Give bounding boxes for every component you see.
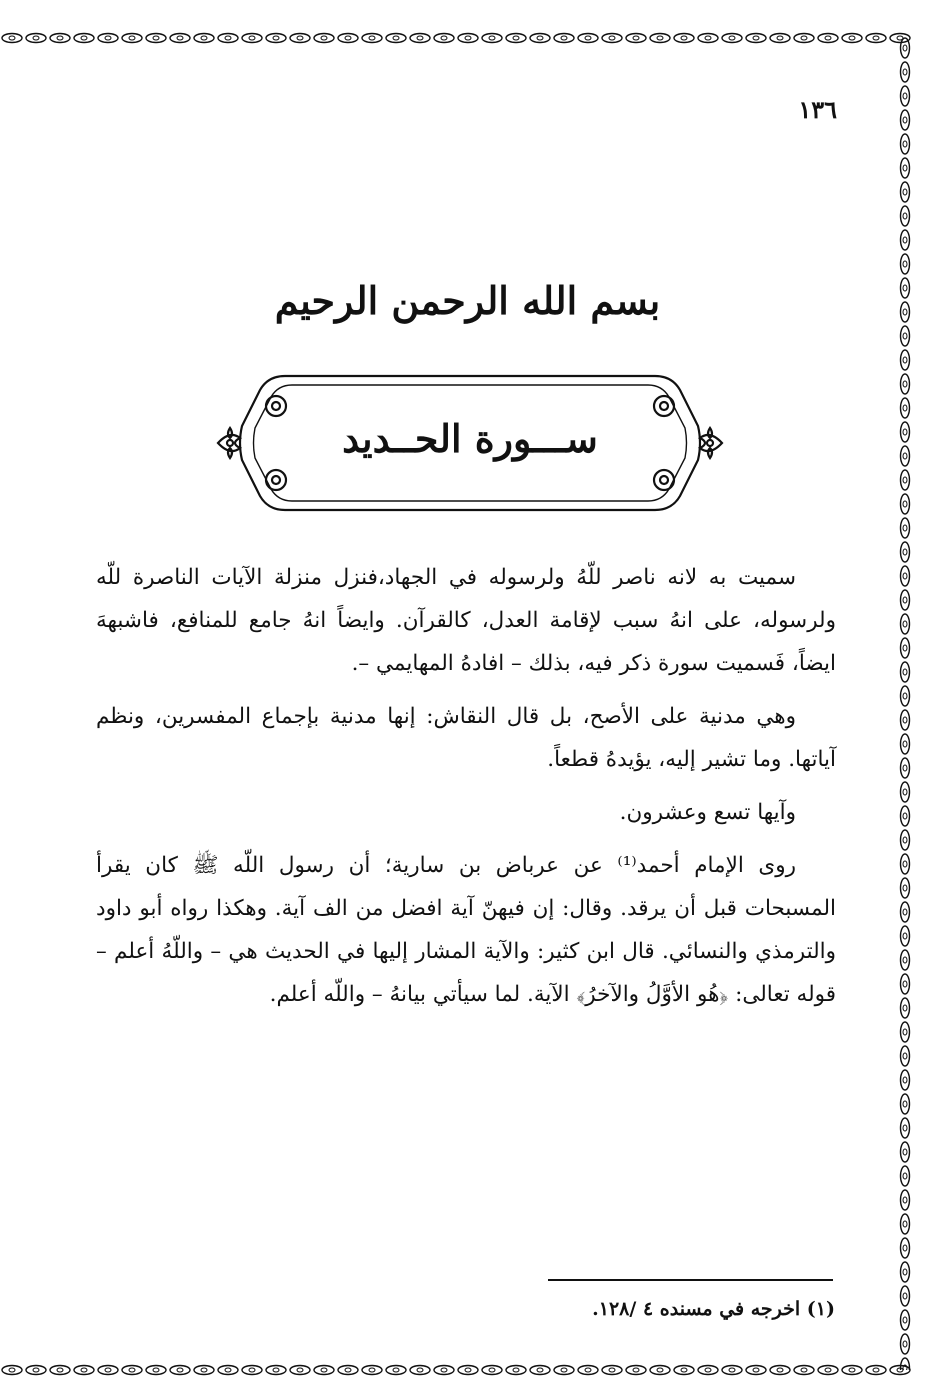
bottom-border-ornament	[0, 1362, 912, 1376]
paragraph-revelation: وهي مدنية على الأصح، بل قال النقاش: إنها مدنية بإجماع المفسرين، ونظم آياتها. وما تشير إليه، يؤيدهُ قطعاً.	[96, 704, 836, 772]
basmala-heading: بسم الله الرحمن الرحيم	[274, 278, 661, 323]
paragraph-hadith: روى الإمام أحمد⁽¹⁾ عن عرباض بن سارية؛ أن رسول اللّه ﷺ كان يقرأ المسبحات قبل أن يرقد. وقال: إن فيهنّ آية افضل من الف آية. وهكذا رواه أبو داود والترمذي والنسائي. قال ابن كثير: والآية المشار إليها في الحديث هي – واللّهُ أعلم – قوله تعالى: ﴿هُو الأوَّلُ والآخرُ﴾ الآية. لما سيأتي بيانهُ – واللّه أعلم.	[96, 853, 836, 1007]
body-text	[96, 556, 836, 1026]
top-border-ornament	[0, 30, 912, 44]
right-border-ornament	[898, 36, 912, 1370]
surah-title: ســـورة الحــديد	[342, 416, 598, 461]
paragraph-verse-count: وآيها تسع وعشرون.	[619, 800, 796, 825]
footnote: (١) اخرجه في مسنده ٤ /١٢٨.	[592, 1298, 835, 1320]
surah-title-frame	[210, 368, 730, 518]
footnote-divider	[548, 1279, 833, 1281]
page-number: ١٣٦	[798, 95, 837, 124]
paragraph-naming: سميت به لانه ناصر للّهُ ولرسوله في الجهاد،فنزل منزلة الآيات الناصرة للّه ولرسوله، على انهُ سبب لإقامة العدل، كالقرآن. وايضاً انهُ جامع للمنافع، فاشبههَ ايضاً، فَسميت سورة ذكر فيه، بذلك – افادهُ المهايمي –.	[96, 565, 836, 676]
